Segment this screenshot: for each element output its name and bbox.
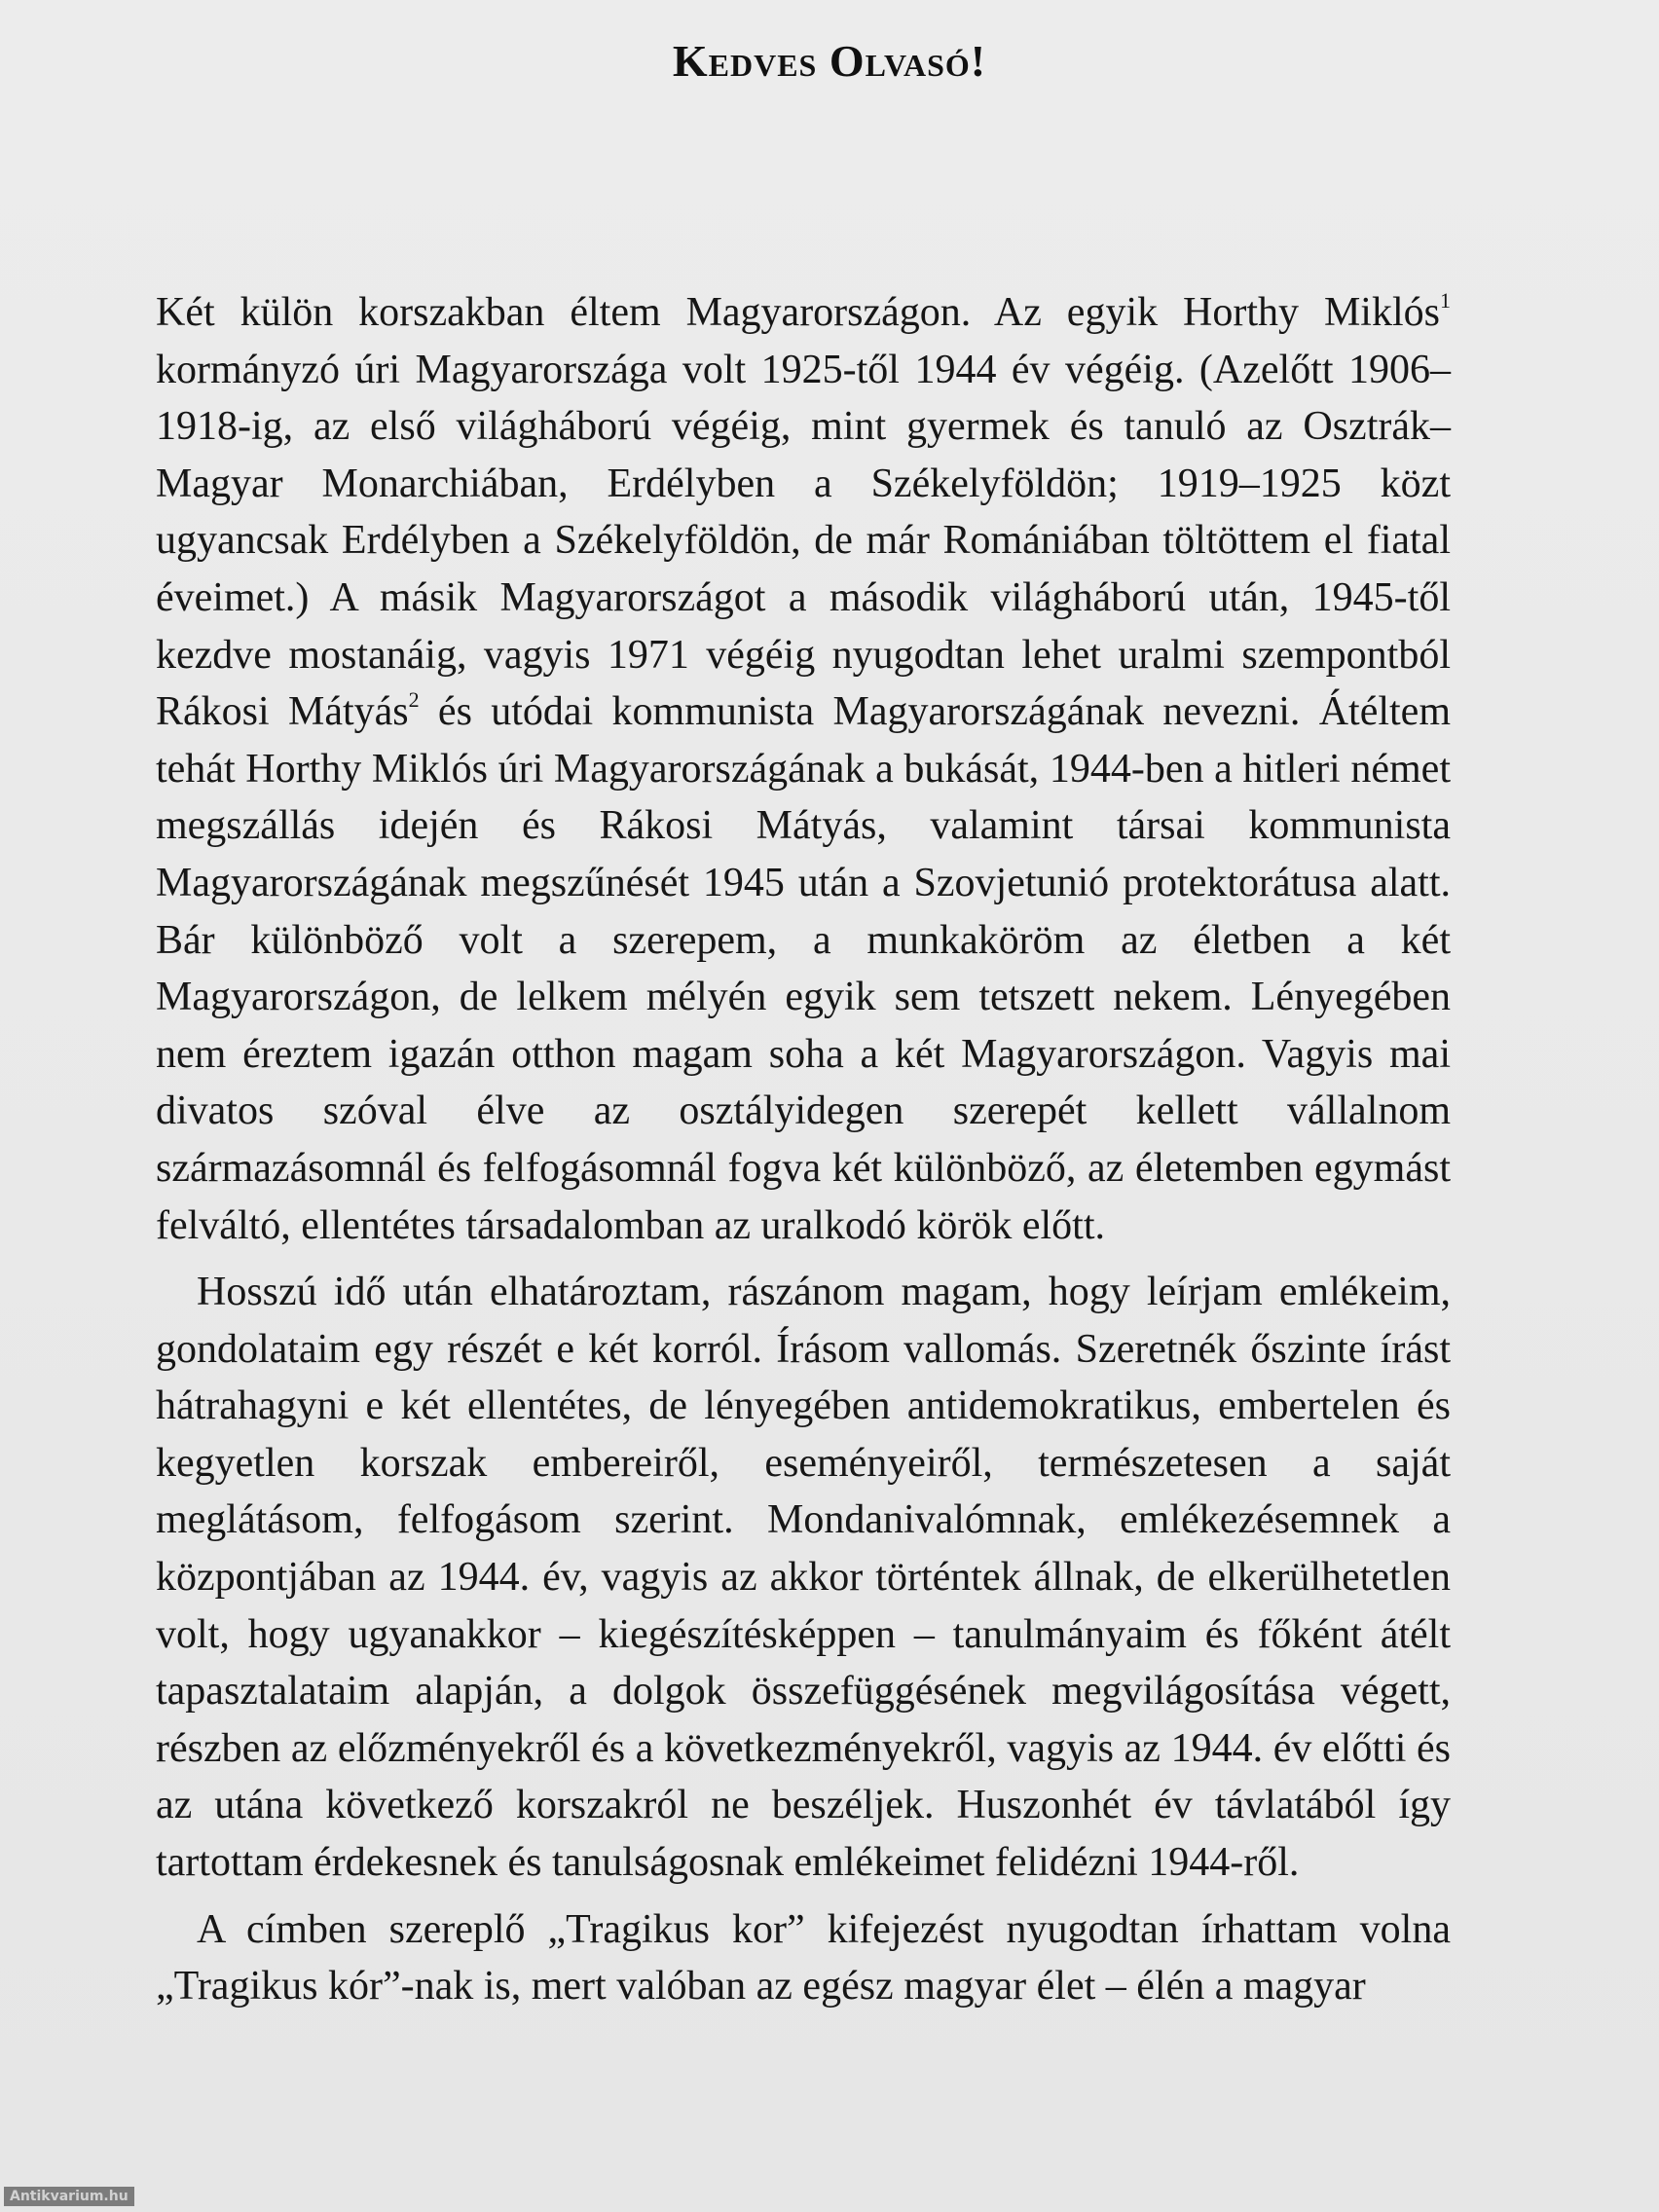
paragraph-2: Hosszú idő után elhatároztam, rászánom magam, hogy leírjam emlékeim, gondolataim egy részét e két korról. Írásom vallomás. Szeretnék őszinte írást hátrahagyni e két ellentétes, de lényegében antidemokratikus, embertelen és kegyetlen korszak embereiről, eseményeiről, természetesen a saját meglátásom, felfogásom szerint. Mondanivalómnak, emlékezésemnek a központjában az 1944. év, vagyis az akkor történtek állnak, de elkerülhetetlen volt, hogy ugyanakkor – kiegészítésképpen – tanulmányaim és főként átélt tapasztalataim alapján, a dolgok összefüggésének megvilágosítása végett, részben az előzményekről és a következményekről, vagyis az 1944. év előtti és az utána következő korszakról ne beszéljek. Huszonhét év távlatából így tartottam érdekesnek és tanulságosnak emlékeimet felidézni 1944-ről. [156, 1270, 1451, 1886]
paragraph-1 [156, 284, 1451, 1254]
paragraph-1-part-a: Két külön korszakban éltem Magyarországon. Az egyik Horthy Miklós [156, 290, 1440, 335]
body-text [156, 284, 1451, 2015]
paragraph-1-part-b: kormányzó úri Magyarországa volt 1925-től 1944 év végéig. (Azelőtt 1906–1918-ig, az első világháború végéig, mint gyermek és tanuló az Osztrák–Magyar Monarchiában, Erdélyben a Székelyföldön; 1919–1925 közt ugyancsak Erdélyben a Székelyföldön, de már Romániában töltöttem el fiatal éveimet.) A másik Magyarországot a második világháború után, 1945-től kezdve mostanáig, vagyis 1971 végéig nyugodtan lehet uralmi szempontból Rákosi Mátyás [156, 347, 1451, 735]
paragraph-3: A címben szereplő „Tragikus kor” kifejezést nyugodtan írhattam volna „Tragikus kór”-nak is, mert valóban az egész magyar élet – élén a magyar [156, 1906, 1451, 2009]
page-title: Kedves Olvasó! [672, 36, 987, 86]
paragraph-1-part-c: és utódai kommunista Magyarországának nevezni. Átéltem tehát Horthy Miklós úri Magyarországának a bukását, 1944-ben a hitleri német megszállás idején és Rákosi Mátyás, valamint társai kommunista Magyarországának megszűnését 1945 után a Szovjetunió protektorátusa alatt. Bár különböző volt a szerepem, a munkaköröm az életben a két Magyarországon, de lelkem mélyén egyik sem tetszett nekem. Lényegében nem éreztem igazán otthon magam soha a két Magyarországon. Vagyis mai divatos szóval élve az osztályidegen szerepét kellett vállalnom származásomnál és felfogásomnál fogva két különböző, az életemben egymást felváltó, ellentétes társadalomban az uralkodó körök előtt. [156, 689, 1451, 1248]
footnote-ref-2: 2 [408, 687, 420, 713]
watermark-label: Antikvarium.hu [4, 2187, 134, 2206]
footnote-ref-1: 1 [1440, 288, 1451, 313]
